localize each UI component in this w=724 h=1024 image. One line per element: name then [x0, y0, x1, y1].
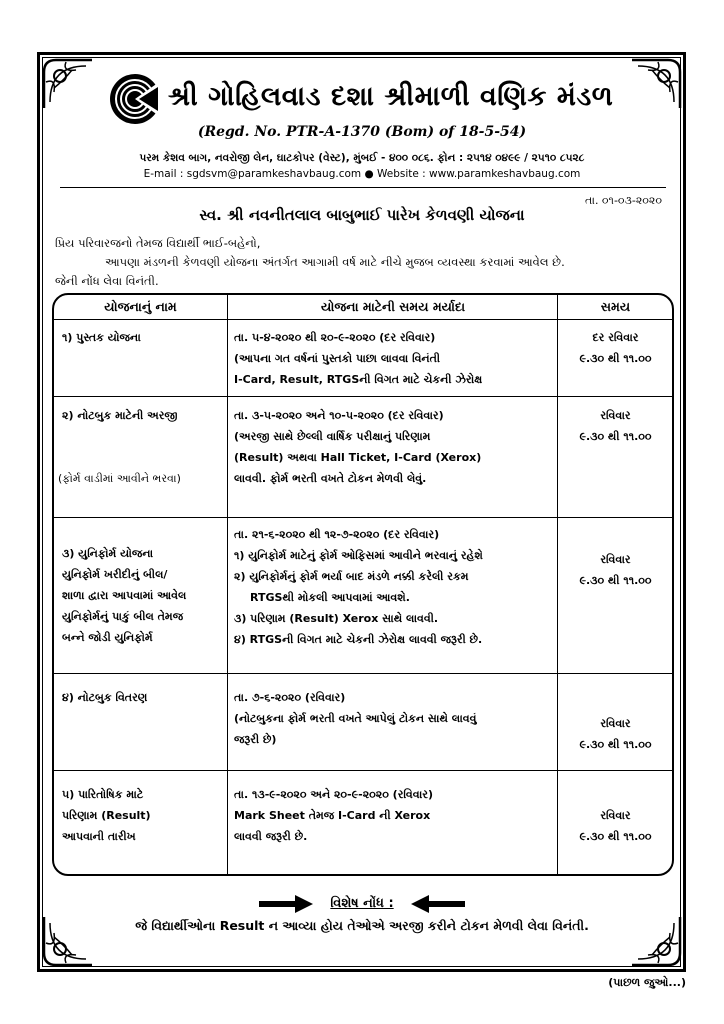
table-row-2-form-note: (ફોર્મ વાડીમાં આવીને ભરવા) — [58, 472, 181, 485]
table-row-4-slot: રવિવાર ૯.૩૦ થી ૧૧.૦૦ — [579, 717, 652, 751]
row-divider — [54, 319, 672, 320]
row-divider — [54, 396, 672, 397]
table-row-4-name: ૪) નોટબુક વિતરણ — [62, 691, 148, 704]
special-note-text: જે વિદ્યાર્થીઓના Result ન આવ્યા હોય તેઓએ અરજી કરીને ટોકન મેળવી લેવા વિનંતી. — [135, 918, 589, 933]
org-address: પરમ કેશવ બાગ, નવરોજી લેન, ઘાટકોપર (વેસ્ટ), મુંબઈ - ૪૦૦ ૦૮૬. ફોન : ૨૫૧૪ ૦૪૯૯ / ૨૫૧૦ ૮૫૨૮ — [139, 152, 585, 164]
org-contact: E-mail : sgdsvm@paramkeshavbaug.com ● Website : www.paramkeshavbaug.com — [143, 168, 581, 180]
table-row-5-name: ૫) પારિતોષિક માટે પરિણામ (Result) આપવાની તારીખ — [62, 788, 151, 843]
notice-date: તા. ૦૧-૦૩-૨૦૨૦ — [584, 194, 662, 207]
arrow-right-icon — [259, 895, 313, 913]
greeting: પ્રિય પરિવારજનો તેમજ વિદ્યાર્થી ભાઈ-બહેનો, — [55, 236, 261, 250]
table-row-2-name: ૨) નોટબુક માટેની અરજી — [62, 409, 178, 422]
table-row-2-time: તા. ૩-૫-૨૦૨૦ અને ૧૦-૫-૨૦૨૦ (દર રવિવાર) (અરજી સાથે છેલ્લી વાર્ષિક પરીક્ષાનું પરિણામ (Result) અથવા Hall Ticket, I-Card (Xerox) લાવવી. ફોર્મ ભરતી વખતે ટોકન મેળવી લેવું. — [234, 409, 482, 485]
table-row-1-name: ૧) પુસ્તક યોજના — [62, 331, 141, 344]
table-row-4-time: તા. ૭-૬-૨૦૨૦ (રવિવાર) (નોટબુકના ફોર્મ ભરતી વખતે આપેલું ટોકન સાથે લાવવું જરૂરી છે) — [234, 691, 477, 746]
registration-number: (Regd. No. PTR-A-1370 (Bom) of 18-5-54) — [197, 124, 527, 140]
see-overleaf-note: (પાછળ જુઓ...) — [608, 976, 686, 989]
header-time-limit: યોજના માટેની સમય મર્યાદા — [320, 299, 466, 314]
special-note-heading-row — [0, 893, 724, 913]
table-row-2-slot: રવિવાર ૯.૩૦ થી ૧૧.૦૦ — [579, 409, 652, 443]
table-row-5-time: તા. ૧૩-૯-૨૦૨૦ અને ૨૦-૯-૨૦૨૦ (રવિવાર) Mark Sheet તેમજ I-Card ની Xerox લાવવી જરૂરી છે. — [234, 788, 433, 843]
column-divider — [557, 295, 558, 874]
table-row-3-slot: રવિવાર ૯.૩૦ થી ૧૧.૦૦ — [579, 553, 652, 587]
header-scheme-name: યોજનાનું નામ — [104, 299, 177, 314]
header-time: સમય — [600, 299, 631, 314]
table-row-1-slot: દર રવિવાર ૯.૩૦ થી ૧૧.૦૦ — [579, 331, 652, 365]
row-divider — [54, 517, 672, 518]
divider — [60, 187, 666, 188]
table-row-1-time: તા. ૫-૪-૨૦૨૦ થી ૨૦-૯-૨૦૨૦ (દર રવિવાર) (આપના ગત વર્ષનાં પુસ્તકો પાછા લાવવા વિનંતી I-Card, Result, RTGSની વિગત માટે ચેકની ઝેરોક્ષ — [234, 331, 483, 386]
scheme-title: સ્વ. શ્રી નવનીતલાલ બાબુભાઈ પારેખ કેળવણી યોજના — [199, 206, 525, 224]
row-divider — [54, 673, 672, 674]
special-note-heading: વિશેષ નોંધ : — [330, 896, 394, 911]
request-text: જેની નોંધ લેવા વિનંતી. — [55, 274, 159, 288]
row-divider — [54, 770, 672, 771]
column-divider — [227, 295, 228, 874]
corner-ornament-icon — [42, 58, 94, 110]
org-name: શ્રી ગોહિલવાડ દશા શ્રીમાળી વણિક મંડળ — [168, 81, 614, 112]
table-row-5-slot: રવિવાર ૯.૩૦ થી ૧૧.૦૦ — [579, 809, 652, 843]
org-logo-icon — [108, 72, 162, 126]
arrow-left-icon — [411, 895, 465, 913]
table-row-3-time: તા. ૨૧-૬-૨૦૨૦ થી ૧૨-૭-૨૦૨૦ (દર રવિવાર) ૧) યુનિફોર્મ માટેનું ફોર્મ ઓફિસમાં આવીને ભરવાનું રહેશે ૨) યુનિફોર્મનું ફોર્મ ભર્યા બાદ મંડળે નક્કી કરેલી રકમ RTGSથી મોકલી આપવામાં આવશે. ૩) પરિણામ (Result) Xerox સાથે લાવવી. ૪) RTGSની વિગત માટે ચેકની ઝેરોક્ષ લાવવી જરૂરી છે. — [234, 528, 483, 646]
intro-text: આપણા મંડળની કેળવણી યોજના અંતર્ગત આગામી વર્ષ માટે નીચે મુજબ વ્યવસ્થા કરવામાં આવેલ છે. — [105, 255, 565, 269]
schedule-table — [52, 293, 674, 876]
table-row-3-name: ૩) યુનિફોર્મ યોજના યુનિફોર્મ ખરીદીનું બીલ/ શાળા દ્વારા આપવામાં આવેલ યુનિફોર્મનું પાકું બીલ તેમજ બન્ને જોડી યુનિફોર્મ — [62, 547, 187, 644]
